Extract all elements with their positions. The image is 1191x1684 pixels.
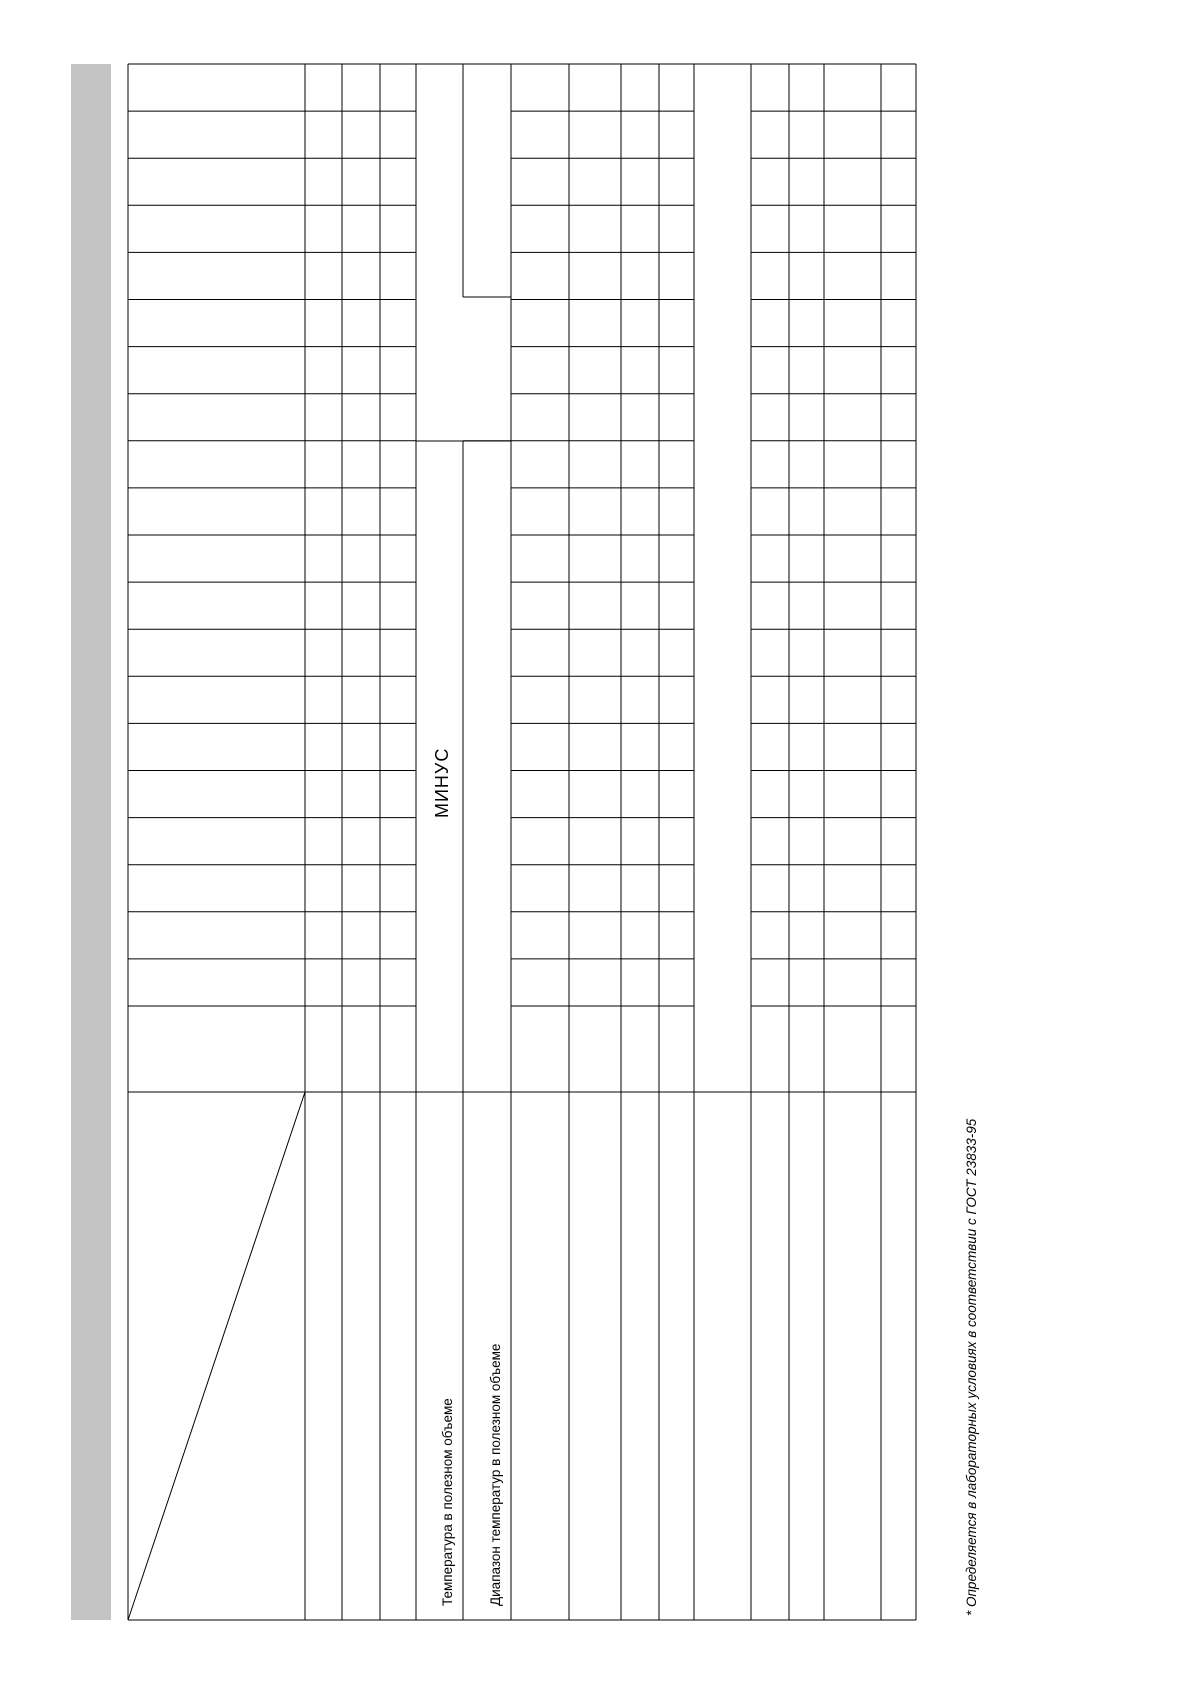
footnote: * Определяется в лабораторных условиях в соответствии с ГОСТ 23833-95 — [964, 1118, 979, 1616]
header-corner-diagonal — [128, 1092, 305, 1620]
merged-cell-minus-value: МИНУС — [432, 747, 452, 818]
row-label-temperature: Температура в полезном объеме — [440, 1398, 455, 1606]
row-label-temperature-range: Диапазон температур в полезном объеме — [488, 1343, 503, 1606]
